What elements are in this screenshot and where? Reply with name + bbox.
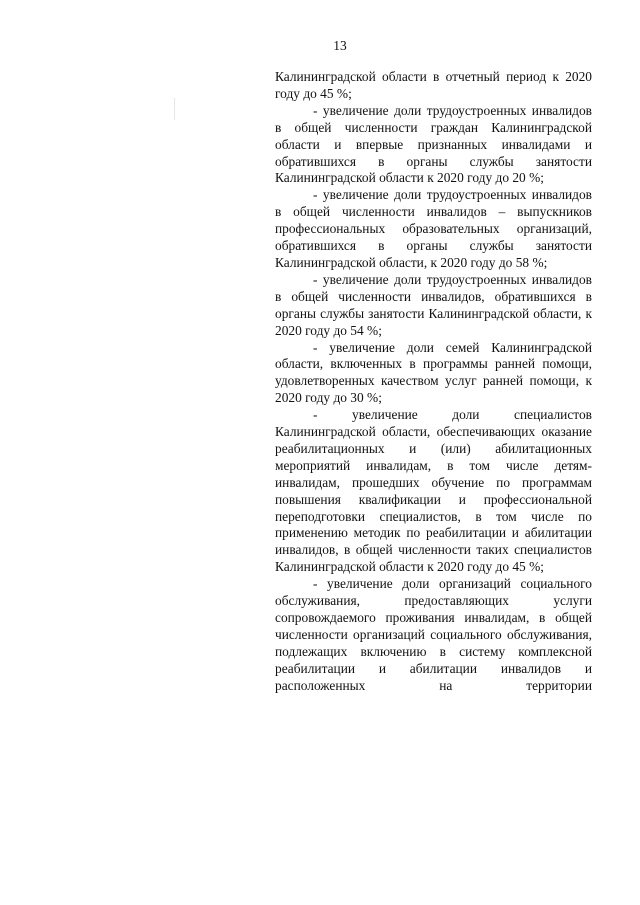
list-item-paragraph: - увеличение доли организаций социального обслуживания, предоставляющих услуги сопровождаемого проживания инвалидам, в общей численности организаций социального обслуживания, подлежащих включению в систему комплексной реабилитации и абилитации инвалидов и расположенных на территории <box>275 576 592 693</box>
list-item-paragraph: - увеличение доли трудоустроенных инвалидов в общей численности инвалидов – выпускников профессиональных образовательных организаций, обратившихся в органы службы занятости Калининградской области, к 2020 году до 58 %; <box>275 187 592 270</box>
list-item-paragraph: - увеличение доли специалистов Калининградской области, обеспечивающих оказание реабилитационных и (или) абилитационных мероприятий инвалидам, в том числе детям-инвалидам, прошедших обучение по программам повышения квалификации и профессиональной переподготовки специалистов, в том числе по применению методик по реабилитации и абилитации инвалидов, в общей численности таких специалистов Калининградской области к 2020 году до 45 %; <box>275 407 592 575</box>
list-item-paragraph: - увеличение доли семей Калининградской области, включенных в программы ранней помощи, удовлетворенных качеством услуг ранней помощи, к 2020 году до 30 %; <box>275 339 592 406</box>
paragraph-continued: Калининградской области в отчетный период к 2020 году до 45 %; <box>275 69 592 101</box>
list-item-paragraph: - увеличение доли трудоустроенных инвалидов в общей численности инвалидов, обратившихся в органы службы занятости Калининградской области, к 2020 году до 54 %; <box>275 271 592 338</box>
document-body <box>275 69 592 695</box>
scan-edge-mark <box>174 98 175 120</box>
list-item-paragraph: - увеличение доли трудоустроенных инвалидов в общей численности граждан Калининградской области и впервые признанных инвалидами и обратившихся в органы службы занятости Калининградской области к 2020 году до 20 %; <box>275 102 592 186</box>
page-number: 13 <box>333 38 347 53</box>
